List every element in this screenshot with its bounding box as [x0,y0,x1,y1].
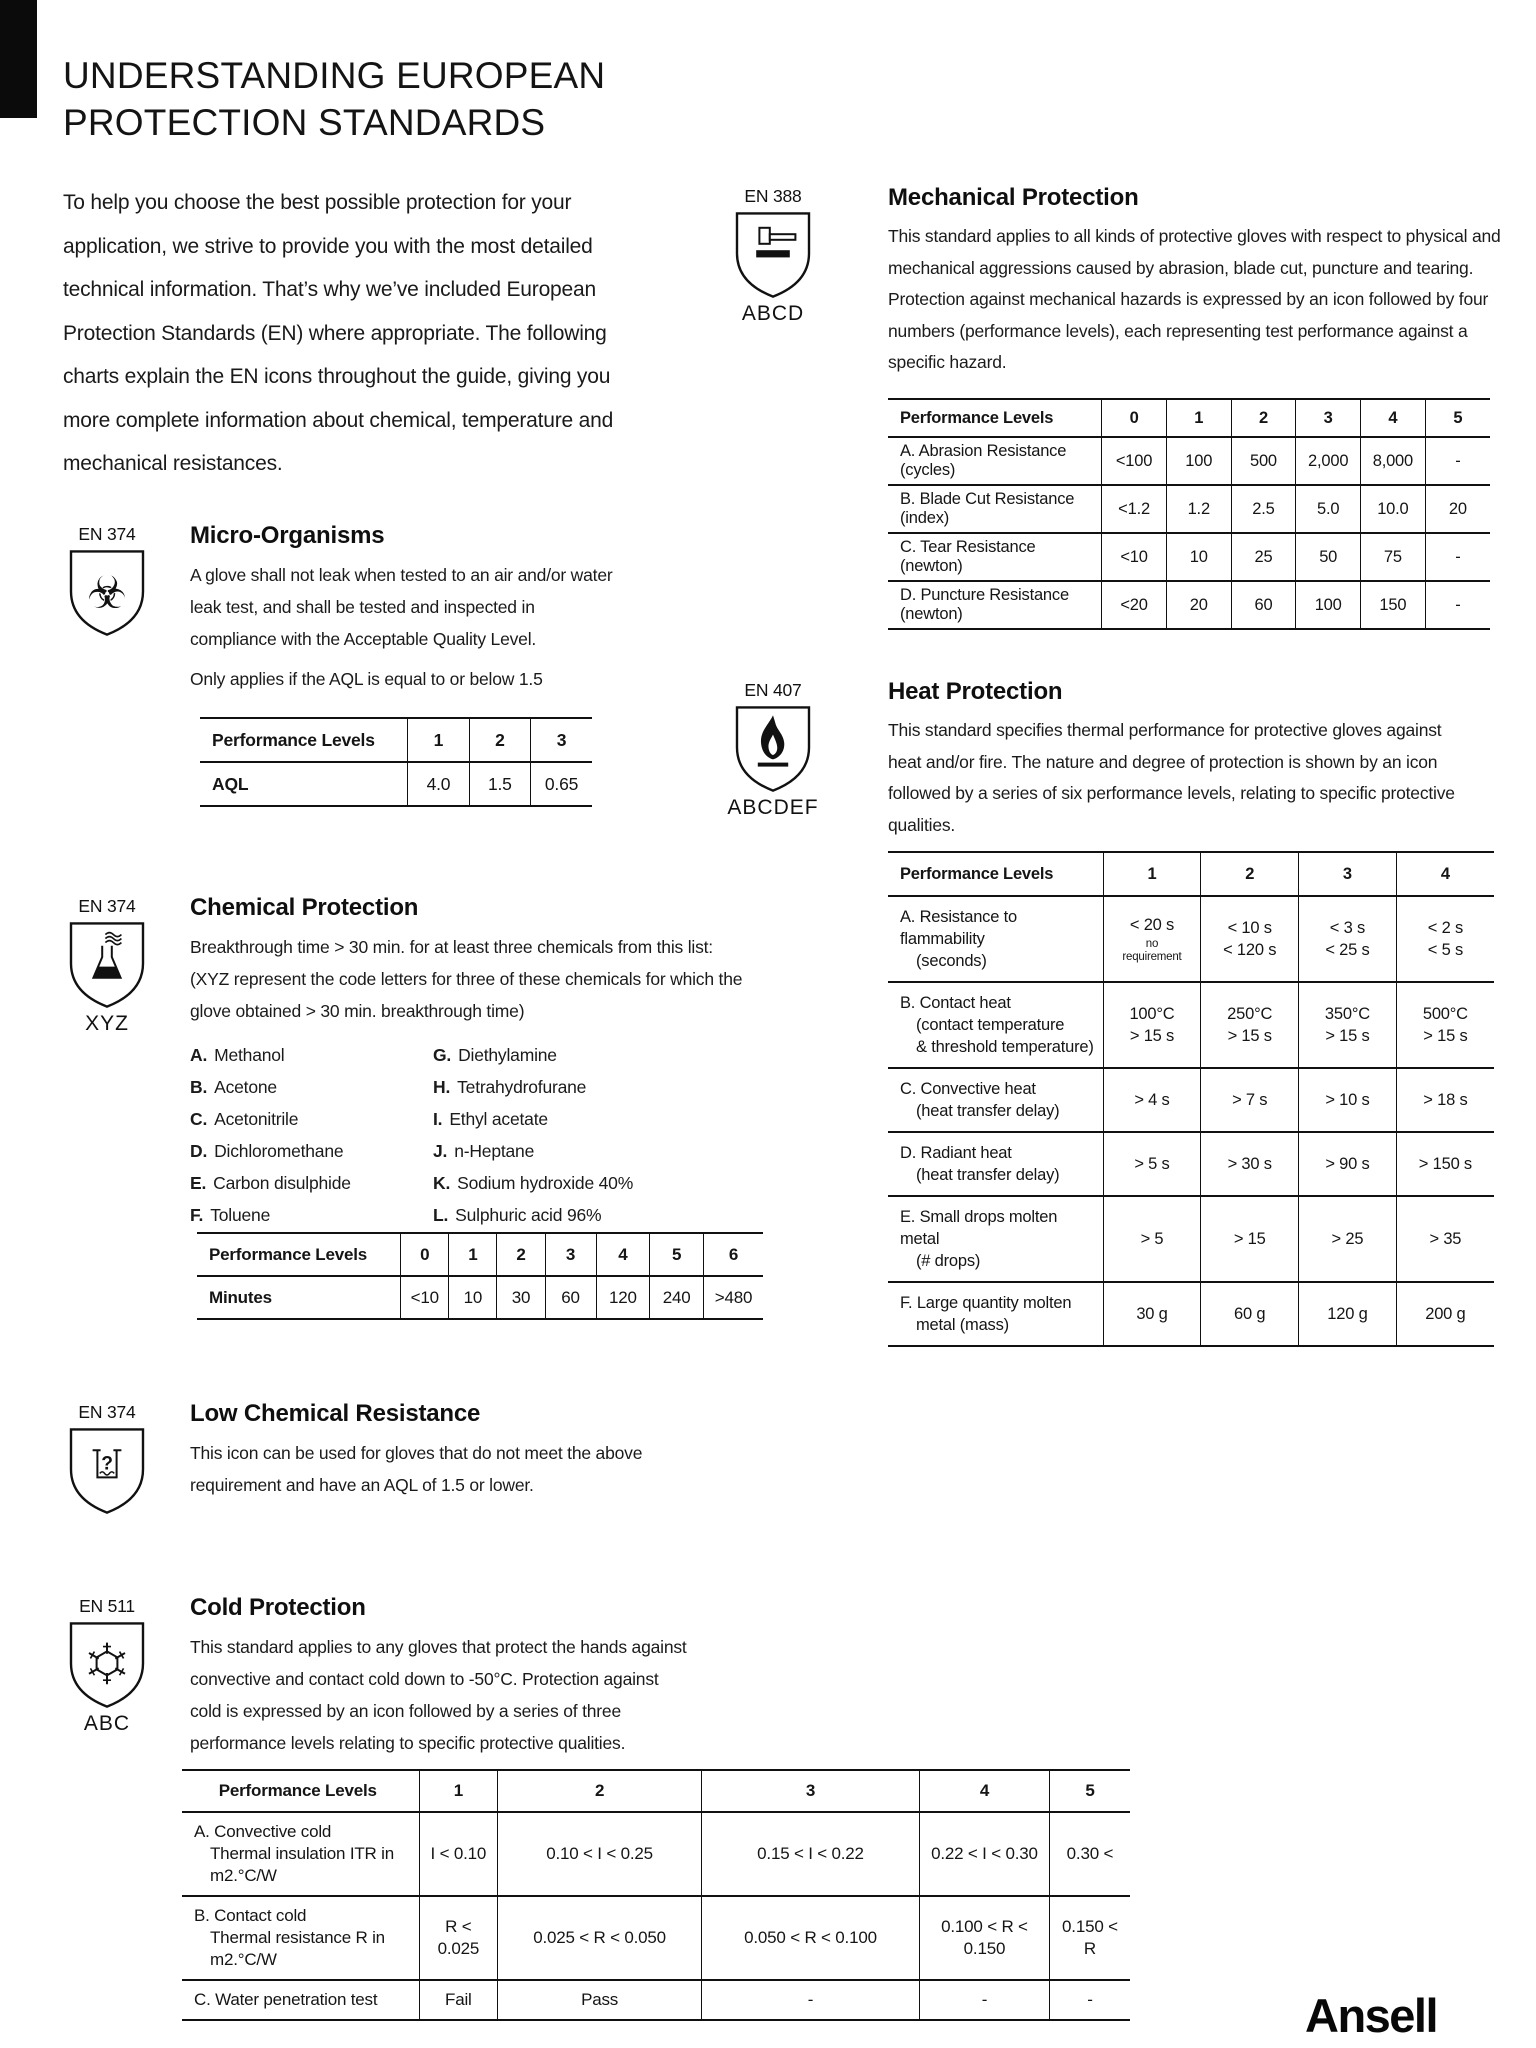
micro-performance-table [200,717,592,807]
chemical-section [190,894,755,1231]
value-cell: < 3 s < 25 s [1299,896,1397,982]
value-cell: > 7 s [1201,1068,1299,1132]
value-cell: 120 [596,1276,650,1319]
value-cell: > 15 [1201,1196,1299,1282]
value-cell: > 5 [1103,1196,1201,1282]
table-header-label: Performance Levels [888,852,1103,896]
en-standard-label: EN 511 [79,1596,135,1616]
chemical-list-item: G. Diethylamine [433,1045,557,1065]
table-header-row [888,852,1494,896]
value-cell: 150 [1361,581,1426,629]
question-beaker-icon [67,1426,147,1516]
chemical-list-item: L. Sulphuric acid 96% [433,1205,602,1225]
value-cell: 200 g [1396,1282,1494,1346]
mechanical-body: This standard applies to all kinds of protective gloves with respect to physical and mechanical aggressions caused by abrasion, blade cut, puncture and tearing. Protection against mechanical hazards is expressed by an icon followed by four numbers (performance levels), each representing test performance against a specific hazard. [888,226,1501,372]
lowchem-section [190,1400,690,1501]
en374-chemical-badge [52,896,162,1036]
value-cell: 0.22 < I < 0.30 [920,1812,1050,1896]
cold-performance-table [182,1769,1130,2021]
value-cell: <1.2 [1102,485,1167,533]
mechanical-heading: Mechanical Protection [888,184,1139,211]
value-cell: > 4 s [1103,1068,1201,1132]
value-cell: 0.30 < [1049,1812,1130,1896]
value-cell: 120 g [1299,1282,1397,1346]
cold-heading: Cold Protection [190,1594,366,1621]
flame-icon [733,704,813,794]
table-header-level: 1 [419,1770,498,1812]
value-cell: 30 [497,1276,545,1319]
table-header-level: 1 [449,1233,497,1276]
table-row [888,896,1494,982]
lowchem-body: This icon can be used for gloves that do not meet the above requirement and have an AQL of 1.5 or lower. [190,1443,643,1495]
en-standard-label: EN 388 [744,186,802,206]
en-standard-label: EN 374 [78,1402,136,1422]
value-cell: 0.65 [531,762,592,806]
value-cell: Pass [498,1980,702,2020]
en374-micro-badge [52,524,162,638]
row-label-cell: C. Water penetration test [182,1980,419,2020]
en407-heat-badge [718,680,828,820]
en-standard-label: EN 407 [744,680,802,700]
value-cell: > 10 s [1299,1068,1397,1132]
chemical-heading: Chemical Protection [190,894,419,921]
value-cell: 250°C > 15 s [1201,982,1299,1068]
value-cell: < 2 s < 5 s [1396,896,1494,982]
table-header-level: 0 [1102,399,1167,437]
value-cell: 0.100 < R < 0.150 [920,1896,1050,1980]
pictogram-code: ABCDEF [727,796,819,819]
table-header-row [182,1770,1130,1812]
chemical-list-item: B. Acetone [190,1077,277,1097]
value-cell: 10.0 [1361,485,1426,533]
en-standard-label: EN 374 [78,524,136,544]
table-header-level: 6 [704,1233,763,1276]
chemical-list-item: K. Sodium hydroxide 40% [433,1173,634,1193]
value-cell: 0.025 < R < 0.050 [498,1896,702,1980]
value-cell: 100 [1296,581,1361,629]
value-cell: < 20 s no requirement [1103,896,1201,982]
table-header-level: 3 [1299,852,1397,896]
table-header-label: Performance Levels [197,1233,401,1276]
value-cell: 60 [545,1276,596,1319]
value-cell: - [701,1980,919,2020]
value-cell: Fail [419,1980,498,2020]
micro-heading: Micro-Organisms [190,522,385,549]
table-header-label: Performance Levels [200,718,408,762]
value-cell: 4.0 [408,762,469,806]
chemical-performance-table [197,1232,763,1320]
table-row [888,485,1490,533]
value-cell: 0.15 < I < 0.22 [701,1812,919,1896]
heat-section [888,678,1458,841]
page-corner-mark [0,0,37,118]
chemical-list-item: A. Methanol [190,1045,285,1065]
table-header-level: 2 [1231,399,1296,437]
value-cell: > 150 s [1396,1132,1494,1196]
table-row [888,1196,1494,1282]
value-cell: > 5 s [1103,1132,1201,1196]
table-header-level: 1 [1103,852,1201,896]
value-cell: > 18 s [1396,1068,1494,1132]
cold-section [190,1594,690,1759]
chemical-list-item: I. Ethyl acetate [433,1109,548,1129]
table-header-level: 5 [1425,399,1490,437]
table-row [888,533,1490,581]
chemical-flask-icon [67,920,147,1010]
svg-text:?: ? [101,1453,113,1475]
table-header-level: 3 [701,1770,919,1812]
table-header-level: 3 [545,1233,596,1276]
value-cell: 8,000 [1361,437,1426,485]
chemical-body: Breakthrough time > 30 min. for at least three chemicals from this list: (XYZ represent the code letters for three of these chemicals for which the glove obtained > 30 min. breakthrough time) [190,937,743,1021]
chemical-list-item: J. n-Heptane [433,1141,535,1161]
mechanical-section [888,184,1506,379]
table-header-level: 3 [531,718,592,762]
en511-cold-badge [52,1596,162,1736]
table-header-row [888,399,1490,437]
value-cell: 0.10 < I < 0.25 [498,1812,702,1896]
table-header-level: 5 [1049,1770,1130,1812]
value-cell: 500 [1231,437,1296,485]
table-header-level: 2 [497,1233,545,1276]
table-header-row [197,1233,763,1276]
value-cell: 2.5 [1231,485,1296,533]
table-header-level: 4 [596,1233,650,1276]
snowflake-icon [67,1620,147,1710]
value-cell: - [1049,1980,1130,2020]
table-row [888,1068,1494,1132]
biohazard-icon [67,548,147,638]
value-cell: 20 [1166,581,1231,629]
value-cell: - [1425,581,1490,629]
value-cell: 75 [1361,533,1426,581]
row-label-cell: A. Resistance to flammability (seconds) [900,908,1017,970]
value-cell: 5.0 [1296,485,1361,533]
table-row [888,581,1490,629]
table-row [197,1276,763,1319]
table-header-level: 4 [1396,852,1494,896]
value-cell: 50 [1296,533,1361,581]
row-label-cell: B. Contact heat (contact temperature & threshold temperature) [888,982,1103,1068]
value-cell: > 90 s [1299,1132,1397,1196]
heat-performance-table [888,851,1494,1347]
table-row [888,437,1490,485]
value-cell: - [920,1980,1050,2020]
chemical-list-item: D. Dichloromethane [190,1141,344,1161]
value-cell: >480 [704,1276,763,1319]
table-row [182,1896,1130,1980]
value-cell: <20 [1102,581,1167,629]
table-row [182,1812,1130,1896]
table-header-label: Performance Levels [182,1770,419,1812]
table-row [888,1282,1494,1346]
micro-note: Only applies if the AQL is equal to or below 1.5 [190,669,543,689]
table-header-row [200,718,592,762]
micro-body: A glove shall not leak when tested to an air and/or water leak test, and shall be tested and inspected in compliance with the Acceptable Quality Level. [190,565,613,649]
value-cell: 20 [1425,485,1490,533]
row-label-cell: D. Puncture Resistance (newton) [888,581,1102,629]
row-label-cell: A. Convective cold Thermal insulation ITR in m2.°C/W [194,1822,394,1885]
hammer-icon [733,210,813,300]
table-header-level: 4 [1361,399,1426,437]
mechanical-performance-table [888,398,1490,630]
row-label-cell: AQL [212,773,249,794]
chemical-list-item: E. Carbon disulphide [190,1173,351,1193]
chemical-list-item: H. Tetrahydrofurane [433,1077,587,1097]
value-cell: 100°C > 15 s [1103,982,1201,1068]
table-row [200,762,592,806]
chemical-list-item: F. Toluene [190,1205,271,1225]
row-label-cell: D. Radiant heat (heat transfer delay) [888,1132,1103,1196]
value-cell: < 10 s < 120 s [1201,896,1299,982]
row-label-cell: B. Blade Cut Resistance (index) [888,485,1102,533]
table-row [888,982,1494,1068]
table-row [888,1132,1494,1196]
value-cell: <100 [1102,437,1167,485]
value-cell: 2,000 [1296,437,1361,485]
table-header-level: 5 [650,1233,704,1276]
pictogram-code: ABC [83,1712,131,1735]
value-cell: > 25 [1299,1196,1397,1282]
chemical-list-column2 [433,1039,633,1231]
value-cell: 30 g [1103,1282,1201,1346]
row-label-cell: B. Contact cold Thermal resistance R in m2.°C/W [182,1896,419,1980]
pictogram-code: XYZ [85,1012,129,1035]
ansell-logo: Ansell [1305,1989,1438,2042]
micro-section [190,522,615,690]
value-cell: I < 0.10 [419,1812,498,1896]
page-title [63,52,683,146]
cold-body: This standard applies to any gloves that protect the hands against convective and contact cold down to -50°C. Protection against cold is expressed by an icon followed by a series of three performance levels relating to specific protective qualities. [190,1637,687,1753]
en388-mechanical-badge [718,186,828,326]
value-cell: 1.2 [1166,485,1231,533]
value-cell: 60 g [1201,1282,1299,1346]
row-label-cell: F. Large quantity molten metal (mass) [888,1282,1103,1346]
value-cell: 0.050 < R < 0.100 [701,1896,919,1980]
value-cell: 60 [1231,581,1296,629]
value-cell: 350°C > 15 s [1299,982,1397,1068]
value-cell: 10 [1166,533,1231,581]
value-cell: > 35 [1396,1196,1494,1282]
table-header-level: 1 [1166,399,1231,437]
value-cell: 10 [449,1276,497,1319]
value-cell: - [1425,437,1490,485]
value-cell: <10 [401,1276,449,1319]
lowchem-heading: Low Chemical Resistance [190,1400,481,1427]
heat-heading: Heat Protection [888,678,1063,705]
value-cell: R < 0.025 [419,1896,498,1980]
row-label-cell: C. Convective heat (heat transfer delay) [888,1068,1103,1132]
intro-paragraph: To help you choose the best possible protection for your application, we strive to provide you with the most detailed technical information. That’s why we’ve included European Protection Standards (EN) where appropriate. The following charts explain the EN icons throughout the guide, giving you more complete information about chemical, temperature and mechanical resistances. [63,191,614,475]
table-header-level: 1 [408,718,469,762]
value-cell: > 30 s [1201,1132,1299,1196]
page-title-line2: PROTECTION STANDARDS [63,102,546,143]
row-label-cell: C. Tear Resistance (newton) [888,533,1102,581]
chemical-list-column1 [190,1039,433,1231]
chemical-code-list [190,1039,755,1231]
en374-lowchem-badge [52,1402,162,1516]
table-header-level: 2 [1201,852,1299,896]
table-header-level: 2 [469,718,530,762]
heat-body: This standard specifies thermal performance for protective gloves against heat and/or fire. The nature and degree of protection is shown by an icon followed by a series of six performance levels, relating to specific protective qualities. [888,720,1455,835]
value-cell: 240 [650,1276,704,1319]
row-label-cell: Minutes [209,1287,272,1307]
value-cell: <10 [1102,533,1167,581]
row-label-cell: E. Small drops molten metal (# drops) [888,1196,1103,1282]
table-header-label: Performance Levels [888,399,1102,437]
table-header-level: 3 [1296,399,1361,437]
table-header-level: 2 [498,1770,702,1812]
table-header-level: 0 [401,1233,449,1276]
pictogram-code: ABCD [741,302,805,325]
en-standard-label: EN 374 [78,896,136,916]
value-cell: - [1425,533,1490,581]
value-cell: 100 [1166,437,1231,485]
row-label-cell: A. Abrasion Resistance (cycles) [900,442,1067,479]
value-cell: 25 [1231,533,1296,581]
chemical-list-item: C. Acetonitrile [190,1109,299,1129]
svg-text:☣: ☣ [87,566,127,620]
table-row [182,1980,1130,2020]
page-title-line1: UNDERSTANDING EUROPEAN [63,55,606,96]
value-cell: 0.150 < R [1049,1896,1130,1980]
value-cell: 500°C > 15 s [1396,982,1494,1068]
value-cell: 1.5 [469,762,530,806]
table-header-level: 4 [920,1770,1050,1812]
